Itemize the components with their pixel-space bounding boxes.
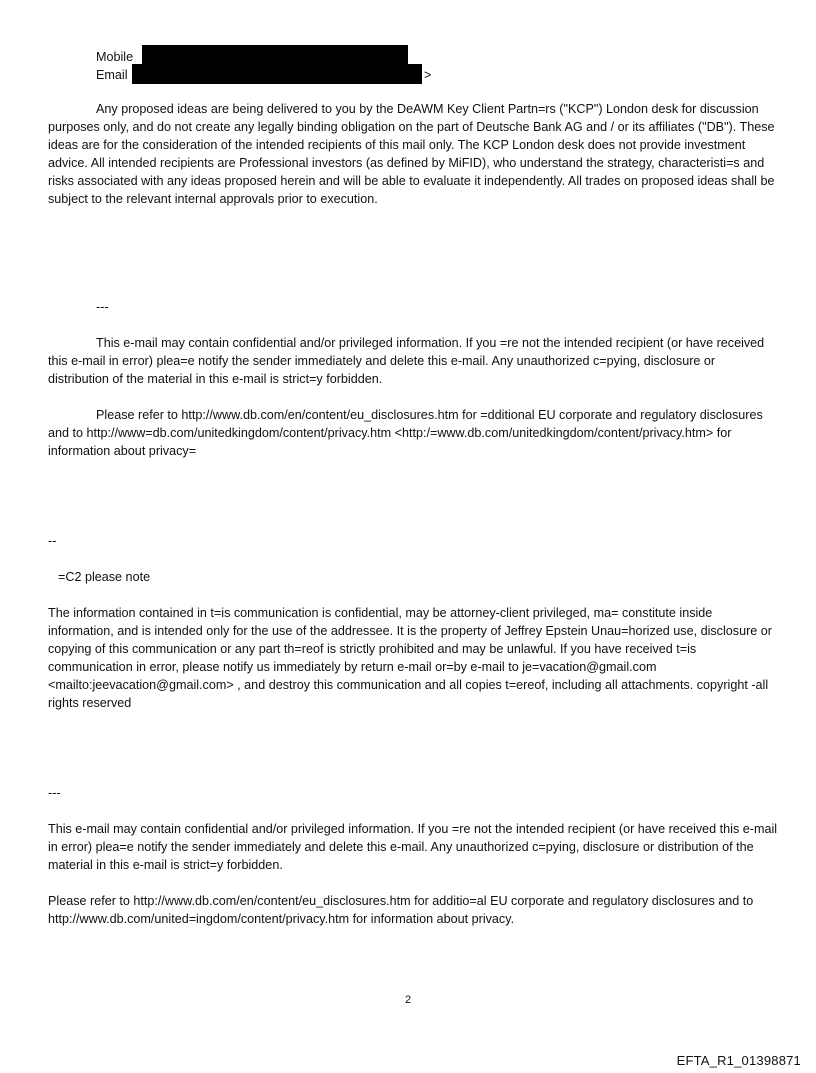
please-note-line: =C2 please note bbox=[58, 570, 151, 584]
confidentiality-paragraph: This e-mail may contain confidential and/or privileged information. If you =re not the intended recipient (or have received this e-mail in error) plea=e notify the sender immediately and delete this e-mail. Any unauthorized c=pying, disclosure or distribution of the material in this e-mail is strict=y forbidden. bbox=[48, 336, 765, 386]
separator-line: --- bbox=[96, 300, 109, 314]
confidentiality-paragraph-2: This e-mail may contain confidential and/or privileged information. If you =re not the intended recipient (or have received this e-mail in error) plea=e notify the sender immediately and delete this e-mail. Any unauthorized c=pying, disclosure or distribution of the material in this e-mail is strict=y forbidden. bbox=[48, 822, 778, 872]
email-label: Email bbox=[96, 68, 128, 82]
disclosures-paragraph-2: Please refer to http://www.db.com/en/content/eu_disclosures.htm for additio=al EU corporate and regulatory disclosures and to http://www.db.com/united=ingdom/content/privacy.htm for information about privacy. bbox=[48, 894, 754, 926]
redaction-mobile bbox=[142, 45, 408, 66]
separator-line: --- bbox=[48, 786, 61, 800]
separator-line: -- bbox=[48, 534, 57, 548]
email-bracket: > bbox=[424, 68, 432, 82]
page-number: 2 bbox=[404, 994, 412, 1006]
document-id: EFTA_R1_01398871 bbox=[676, 1053, 801, 1068]
epstein-confidentiality-paragraph: The information contained in t=is communication is confidential, may be attorney-client privileged, ma= constitute inside information, and is intended only for the use of the addressee. It is the property of Jeffrey Epstein Unau=horized use, disclosure or copying of this communication or any part th=reof is strictly prohibited and may be unlawful. If you have received t=is communication in error, please notify us immediately by return e-mail or=by e-mail to je=vacation@gmail.com <mailto:jeevacation@gmail.com> , and destroy this communication and all copies t=ereof, including all attachments. copyright -all rights reserved bbox=[48, 606, 772, 710]
disclosures-paragraph: Please refer to http://www.db.com/en/content/eu_disclosures.htm for =dditional EU corporate and regulatory disclosures and to http://www=db.com/unitedkingdom/content/privacy.htm <http:/=www.db.com/unitedkingdom/content/privacy.htm> for information about privacy= bbox=[48, 408, 763, 458]
kcp-disclaimer-paragraph: Any proposed ideas are being delivered to you by the DeAWM Key Client Partn=rs ("KCP") London desk for discussion purposes only, and do not create any legally binding obligation on the part of Deutsche Bank AG and / or its affiliates ("DB"). These ideas are for the consideration of the intended recipients of this mail only. The KCP London desk does not provide investment advice. All intended recipients are Professional investors (as defined by MiFID), who understand the strategy, characteristi=s and risks associated with any ideas proposed herein and will be able to evaluate it independently. All trades on proposed ideas shall be subject to the relevant internal approvals prior to execution. bbox=[48, 102, 775, 206]
redaction-email bbox=[132, 64, 422, 84]
mobile-label: Mobile bbox=[96, 50, 134, 64]
